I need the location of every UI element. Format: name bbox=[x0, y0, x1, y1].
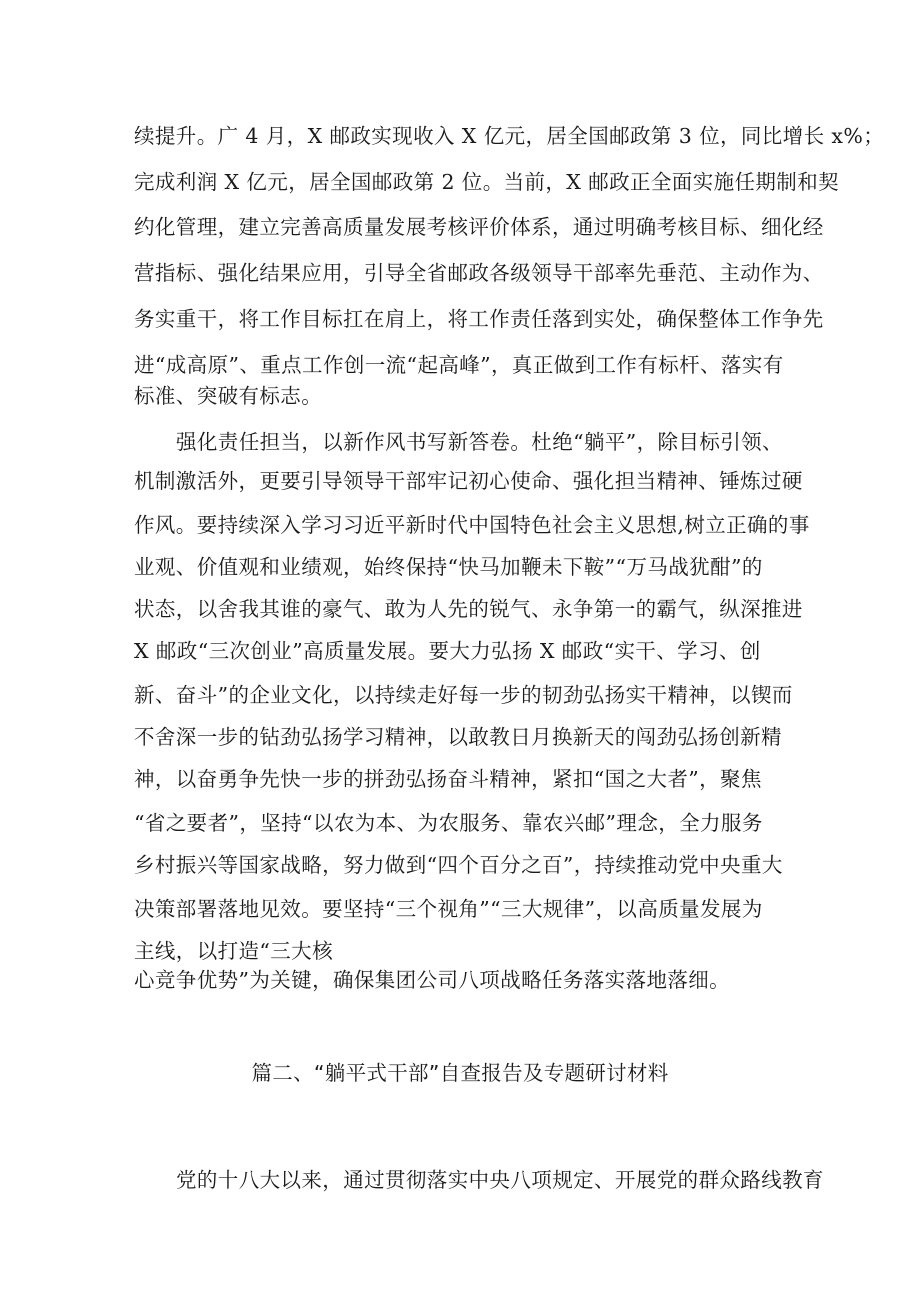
paragraph-line: 务实重干，将工作目标扛在肩上，将工作责任落到实处，确保整体工作争先 bbox=[134, 307, 824, 331]
paragraph-line: 决策部署落地见效。要坚持“三个视角”“三大规律”，以高质量发展为 bbox=[134, 897, 763, 921]
paragraph-line: 乡村振兴等国家战略，努力做到“四个百分之百”，持续推动党中央重大 bbox=[134, 853, 783, 877]
paragraph-line: 不舍深一步的钻劲弘扬学习精神，以敢教日月换新天的闯劲弘扬创新精 bbox=[134, 725, 782, 749]
paragraph-line: X 邮政“三次创业”高质量发展。要大力弘扬 X 邮政“实干、学习、创 bbox=[134, 639, 761, 663]
paragraph-line: 营指标、强化结果应用，引导全省邮政各级领导干部率先垂范、主动作为、 bbox=[134, 261, 824, 285]
paragraph-line: 作风。要持续深入学习习近平新时代中国特色社会主义思想,树立正确的事 bbox=[134, 513, 810, 537]
paragraph-line: 神，以奋勇争先快一步的拼劲弘扬奋斗精神，紧扣“国之大者”，聚焦 bbox=[134, 767, 762, 791]
paragraph-line: 续提升。广 4 月，X 邮政实现收入 X 亿元，居全国邮政第 3 位，同比增长 x%； bbox=[134, 124, 885, 148]
paragraph-line: 状态，以舍我其谁的豪气、敢为人先的锐气、永争第一的霸气，纵深推进 bbox=[134, 597, 803, 621]
paragraph-line: 标准、突破有标志。 bbox=[134, 384, 323, 408]
paragraph-line: “省之要者”，坚持“以农为本、为农服务、靠农兴邮”理念，全力服务 bbox=[134, 811, 763, 835]
paragraph-line: 进“成高原”、重点工作创一流“起高峰”，真正做到工作有标杆、落实有 bbox=[134, 353, 784, 377]
paragraph-line: 党的十八大以来，通过贯彻落实中央八项规定、开展党的群众路线教育 bbox=[176, 1168, 824, 1192]
paragraph-line: 约化管理，建立完善高质量发展考核评价体系，通过明确考核目标、细化经 bbox=[134, 215, 824, 239]
paragraph-line: 业观、价值观和业绩观，始终保持“快马加鞭未下鞍”“万马战犹酣”的 bbox=[134, 555, 763, 579]
paragraph-line: 强化责任担当，以新作风书写新答卷。杜绝“躺平”，除目标引领、 bbox=[176, 430, 783, 454]
paragraph-line: 主线，以打造“三大核 bbox=[134, 939, 333, 963]
section-heading: 篇二、“躺平式干部”自查报告及专题研讨材料 bbox=[251, 1061, 669, 1085]
paragraph-line: 新、奋斗”的企业文化，以持续走好每一步的韧劲弘扬实干精神，以锲而 bbox=[134, 683, 793, 707]
paragraph-line: 完成利润 X 亿元，居全国邮政第 2 位。当前，X 邮政正全面实施任期制和契 bbox=[134, 170, 840, 194]
paragraph-line: 机制激活外，更要引导领导干部牢记初心使命、强化担当精神、锤炼过硬 bbox=[134, 469, 803, 493]
paragraph-line: 心竞争优势”为关键，确保集团公司八项战略任务落实落地落细。 bbox=[134, 968, 731, 992]
